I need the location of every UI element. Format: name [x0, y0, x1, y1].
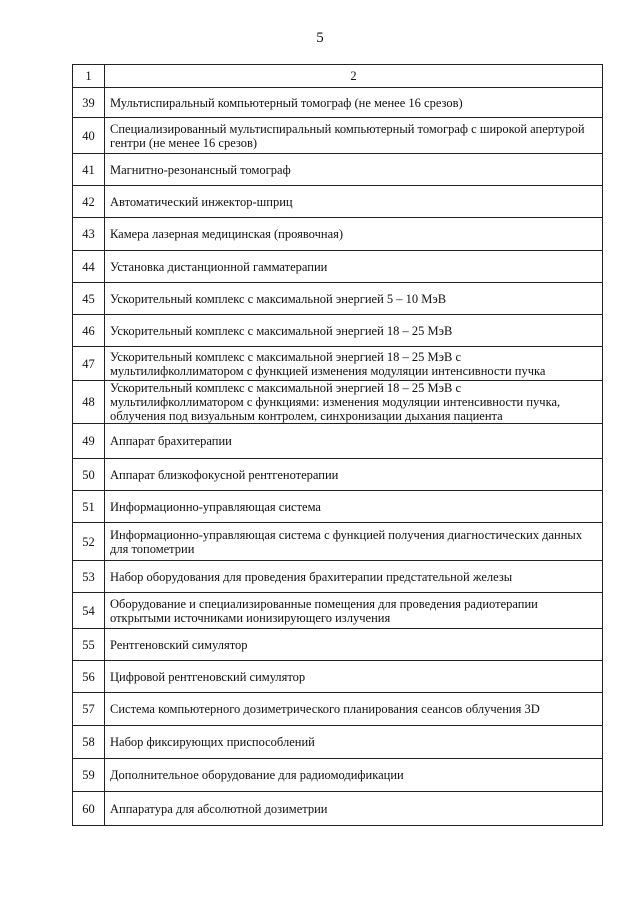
equipment-table-body	[73, 65, 603, 826]
row-description: Набор фиксирующих приспособлений	[105, 726, 603, 759]
row-description: Информационно-управляющая система	[105, 491, 603, 523]
row-description: Оборудование и специализированные помещения для проведения радиотерапии открытыми источниками ионизирующего излучения	[105, 593, 603, 629]
table-row	[73, 218, 603, 251]
table-row	[73, 792, 603, 826]
table-row	[73, 523, 603, 561]
row-number: 44	[73, 251, 105, 283]
row-description: Ускорительный комплекс с максимальной энергией 18 – 25 МэВ с мультилифколлиматором с функциями: изменения модуляции интенсивности пучка, облучения под визуальным контролем, синхронизации дыхания пациента	[105, 381, 603, 424]
table-header-row	[73, 65, 603, 88]
table-row	[73, 693, 603, 726]
row-number: 57	[73, 693, 105, 726]
row-description: Специализированный мультиспиральный компьютерный томограф с широкой апертурой гентри (не менее 16 срезов)	[105, 118, 603, 154]
row-number: 41	[73, 154, 105, 186]
row-description: Цифровой рентгеновский симулятор	[105, 661, 603, 693]
row-number: 45	[73, 283, 105, 315]
table-row	[73, 381, 603, 424]
table-row	[73, 154, 603, 186]
row-description: Мультиспиральный компьютерный томограф (не менее 16 срезов)	[105, 88, 603, 118]
row-description: Аппаратура для абсолютной дозиметрии	[105, 792, 603, 826]
row-description: Ускорительный комплекс с максимальной энергией 18 – 25 МэВ с мультилифколлиматором с функцией изменения модуляции интенсивности пучка	[105, 347, 603, 381]
row-description: Набор оборудования для проведения брахитерапии предстательной железы	[105, 561, 603, 593]
row-description: Автоматический инжектор-шприц	[105, 186, 603, 218]
row-number: 53	[73, 561, 105, 593]
row-number: 58	[73, 726, 105, 759]
row-number: 50	[73, 459, 105, 491]
row-number: 43	[73, 218, 105, 251]
row-number: 60	[73, 792, 105, 826]
page-number: 5	[316, 30, 324, 46]
row-description: Рентгеновский симулятор	[105, 629, 603, 661]
row-number: 49	[73, 424, 105, 459]
table-row	[73, 347, 603, 381]
row-number: 47	[73, 347, 105, 381]
table-row	[73, 424, 603, 459]
table-row	[73, 491, 603, 523]
equipment-table	[72, 64, 603, 826]
table-row	[73, 661, 603, 693]
row-description: Камера лазерная медицинская (проявочная)	[105, 218, 603, 251]
table-row	[73, 88, 603, 118]
table-row	[73, 459, 603, 491]
row-number: 59	[73, 759, 105, 792]
table-row	[73, 315, 603, 347]
row-number: 40	[73, 118, 105, 154]
row-number: 39	[73, 88, 105, 118]
table-row	[73, 593, 603, 629]
row-description: Дополнительное оборудование для радиомодификации	[105, 759, 603, 792]
row-description: Аппарат брахитерапии	[105, 424, 603, 459]
row-number: 48	[73, 381, 105, 424]
row-number: 51	[73, 491, 105, 523]
table-row	[73, 283, 603, 315]
row-number: 54	[73, 593, 105, 629]
row-description: Ускорительный комплекс с максимальной энергией 5 – 10 МэВ	[105, 283, 603, 315]
row-number: 56	[73, 661, 105, 693]
row-number: 52	[73, 523, 105, 561]
row-description: Установка дистанционной гамматерапии	[105, 251, 603, 283]
row-description: Информационно-управляющая система с функцией получения диагностических данных для топометрии	[105, 523, 603, 561]
table-row	[73, 251, 603, 283]
row-number: 42	[73, 186, 105, 218]
row-number: 46	[73, 315, 105, 347]
table-row	[73, 118, 603, 154]
table-row	[73, 726, 603, 759]
table-row	[73, 629, 603, 661]
row-description: Ускорительный комплекс с максимальной энергией 18 – 25 МэВ	[105, 315, 603, 347]
column-header-1: 1	[73, 65, 105, 88]
row-description: Аппарат близкофокусной рентгенотерапии	[105, 459, 603, 491]
table-row	[73, 561, 603, 593]
row-description: Система компьютерного дозиметрического планирования сеансов облучения 3D	[105, 693, 603, 726]
row-description: Магнитно-резонансный томограф	[105, 154, 603, 186]
table-row	[73, 186, 603, 218]
row-number: 55	[73, 629, 105, 661]
table-row	[73, 759, 603, 792]
column-header-2: 2	[105, 65, 603, 88]
